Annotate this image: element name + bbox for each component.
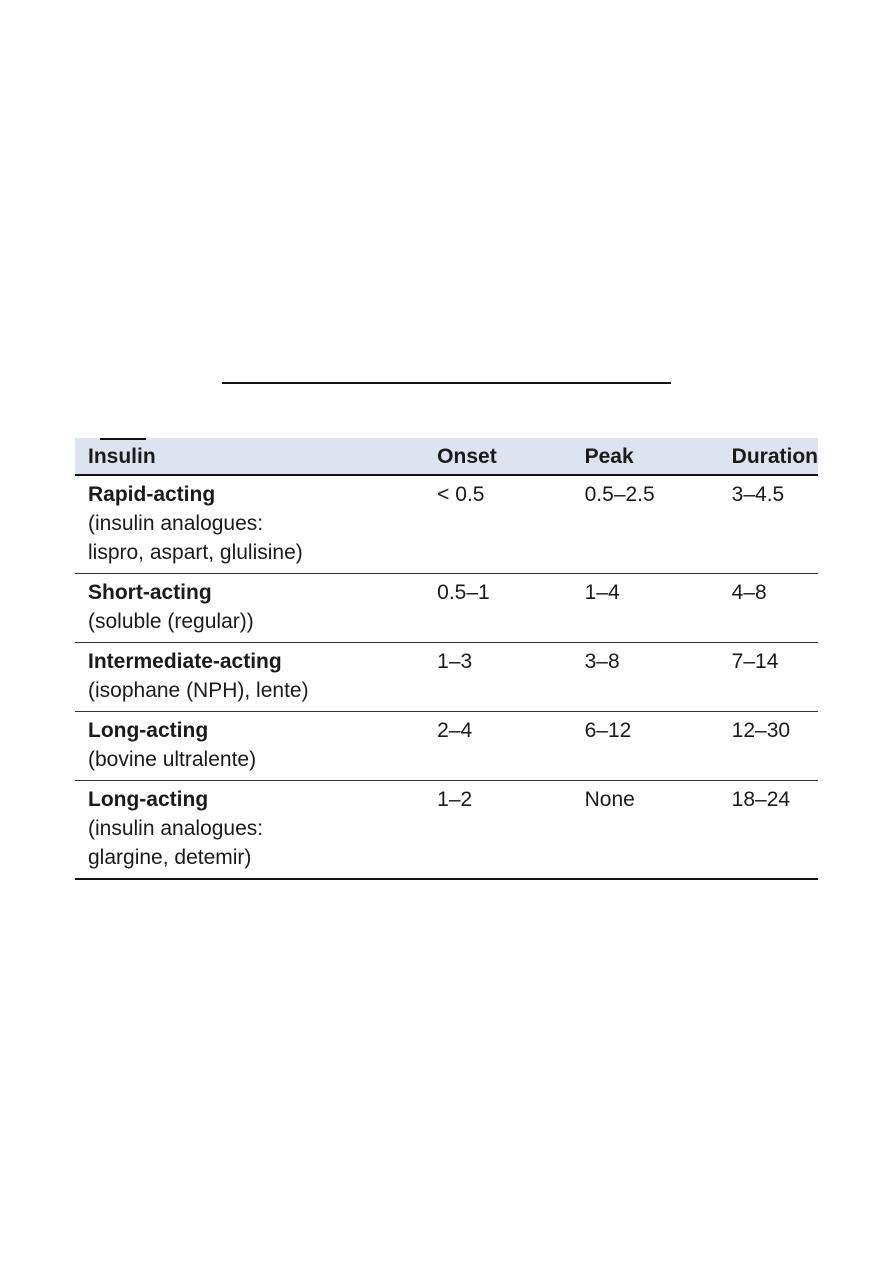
header-row xyxy=(75,438,818,475)
onset-cell: 2–4 xyxy=(422,712,569,781)
header-peak: Peak xyxy=(570,438,717,475)
peak-cell: 3–8 xyxy=(570,643,717,712)
duration-cell: 3–4.5 xyxy=(717,475,818,574)
insulin-cell xyxy=(75,475,422,574)
insulin-type-detail: lispro, aspart, glulisine) xyxy=(88,541,303,564)
duration-cell: 4–8 xyxy=(717,574,818,643)
insulin-cell xyxy=(75,574,422,643)
table-row xyxy=(75,475,818,574)
onset-cell: < 0.5 xyxy=(422,475,569,574)
onset-cell: 1–3 xyxy=(422,643,569,712)
table-body xyxy=(75,475,818,879)
insulin-type-detail: glargine, detemir) xyxy=(88,846,252,869)
table-top-tick-rule xyxy=(100,438,146,440)
insulin-type-name: Long-acting xyxy=(88,719,209,742)
peak-cell: None xyxy=(570,781,717,880)
onset-cell: 0.5–1 xyxy=(422,574,569,643)
peak-cell: 0.5–2.5 xyxy=(570,475,717,574)
insulin-type-detail: (insulin analogues: xyxy=(88,817,264,840)
table-row xyxy=(75,712,818,781)
insulin-cell xyxy=(75,643,422,712)
duration-cell: 7–14 xyxy=(717,643,818,712)
insulin-type-detail: (isophane (NPH), lente) xyxy=(88,679,309,702)
onset-cell: 1–2 xyxy=(422,781,569,880)
insulin-type-detail: (insulin analogues: xyxy=(88,512,264,535)
header-duration: Duration xyxy=(717,438,818,475)
title-underline-rule xyxy=(222,382,671,384)
insulin-type-detail: (bovine ultralente) xyxy=(88,748,257,771)
header-onset: Onset xyxy=(422,438,569,475)
header-insulin: Insulin xyxy=(75,438,422,475)
insulin-cell xyxy=(75,781,422,880)
insulin-table-container xyxy=(75,438,818,880)
duration-cell: 18–24 xyxy=(717,781,818,880)
insulin-type-name: Short-acting xyxy=(88,581,212,604)
table-row xyxy=(75,574,818,643)
insulin-types-table xyxy=(75,438,818,880)
table-header xyxy=(75,438,818,475)
table-row xyxy=(75,643,818,712)
insulin-type-name: Long-acting xyxy=(88,788,209,811)
peak-cell: 1–4 xyxy=(570,574,717,643)
insulin-type-name: Intermediate-acting xyxy=(88,650,282,673)
insulin-type-name: Rapid-acting xyxy=(88,483,216,506)
table-row xyxy=(75,781,818,880)
insulin-type-detail: (soluble (regular)) xyxy=(88,610,254,633)
duration-cell: 12–30 xyxy=(717,712,818,781)
insulin-cell xyxy=(75,712,422,781)
peak-cell: 6–12 xyxy=(570,712,717,781)
